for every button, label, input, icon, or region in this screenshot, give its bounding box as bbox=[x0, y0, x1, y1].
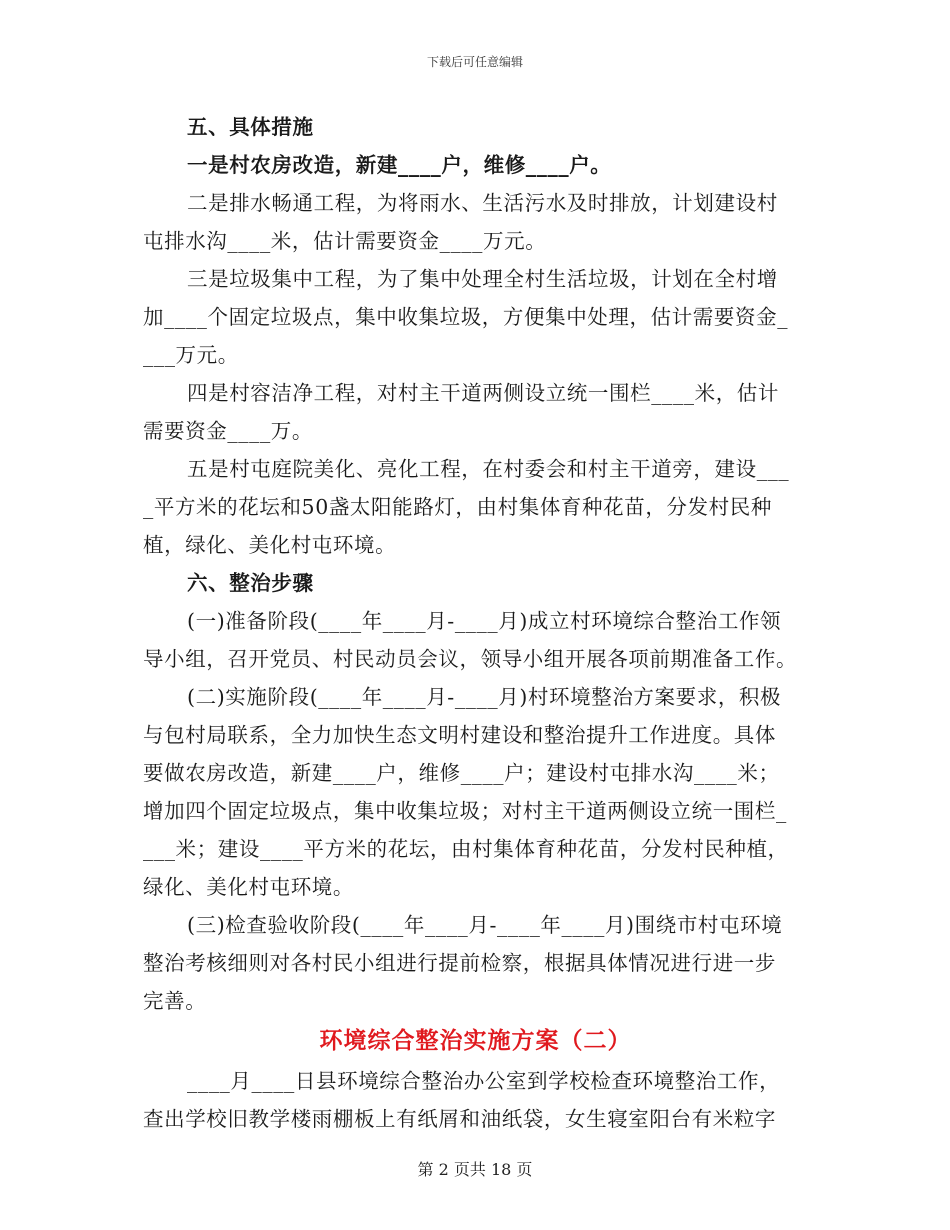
paragraph-line: 整治考核细则对各村民小组进行提前检察，根据具体情况进行进一步 bbox=[143, 951, 776, 975]
paragraph-line: 增加四个固定垃圾点，集中收集垃圾；对村主干道两侧设立统一围栏_ bbox=[143, 799, 787, 823]
paragraph-line: (一)准备阶段(____年____月-____月)成立村环境综合整治工作领 bbox=[187, 609, 782, 633]
paragraph-line: 查出学校旧教学楼雨棚板上有纸屑和油纸袋，女生寝室阳台有米粒字 bbox=[143, 1107, 776, 1131]
paragraph-line: 与包村局联系，全力加快生态文明村建设和整治提升工作进度。具体 bbox=[143, 723, 776, 747]
page-footer: 第 2 页共 18 页 bbox=[417, 1160, 533, 1179]
document-title: 环境综合整治实施方案（二） bbox=[319, 1027, 632, 1054]
paragraph-line: 加____个固定垃圾点，集中收集垃圾，方便集中处理，估计需要资金_ bbox=[143, 305, 789, 329]
paragraph-line: 导小组，召开党员、村民动员会议，领导小组开展各项前期准备工作。 bbox=[143, 647, 798, 671]
paragraph-line: (二)实施阶段(____年____月-____月)村环境整治方案要求，积极 bbox=[187, 685, 782, 709]
document-body bbox=[143, 108, 808, 1138]
paragraph-line: _平方米的花坛和50盏太阳能路灯，由村集体育种花苗，分发村民种 bbox=[143, 495, 772, 519]
paragraph-line: 四是村容洁净工程，对村主干道两侧设立统一围栏____米，估计 bbox=[187, 381, 779, 405]
paragraph-line: (三)检查验收阶段(____年____月-____年____月)围绕市村屯环境 bbox=[187, 913, 783, 937]
paragraph-line: 屯排水沟____米，估计需要资金____万元。 bbox=[143, 229, 547, 253]
paragraph-line: 绿化、美化村屯环境。 bbox=[143, 875, 354, 899]
paragraph-line: 一是村农房改造，新建____户，维修____户。 bbox=[187, 153, 612, 177]
paragraph-line: 要做农房改造，新建____户，维修____户；建设村屯排水沟____米； bbox=[143, 761, 780, 785]
section-heading: 五、具体措施 bbox=[187, 115, 314, 139]
paragraph-line: ___米；建设____平方米的花坛，由村集体育种花苗，分发村民种植， bbox=[143, 837, 789, 861]
paragraph-line: 三是垃圾集中工程，为了集中处理全村生活垃圾，计划在全村增 bbox=[187, 267, 778, 291]
page-header: 下载后可任意编辑 bbox=[426, 55, 523, 69]
paragraph-line: ____月____日县环境综合整治办公室到学校检查环境整治工作， bbox=[187, 1069, 781, 1093]
paragraph-line: ___万元。 bbox=[143, 343, 239, 367]
section-heading: 六、整治步骤 bbox=[187, 571, 314, 595]
paragraph-line: 完善。 bbox=[143, 989, 207, 1013]
paragraph-line: 植，绿化、美化村屯环境。 bbox=[143, 533, 397, 557]
paragraph-line: 五是村屯庭院美化、亮化工程，在村委会和村主干道旁，建设___ bbox=[187, 457, 790, 481]
paragraph-line: 二是排水畅通工程，为将雨水、生活污水及时排放，计划建设村 bbox=[187, 191, 778, 215]
paragraph-line: 需要资金____万。 bbox=[143, 419, 313, 443]
